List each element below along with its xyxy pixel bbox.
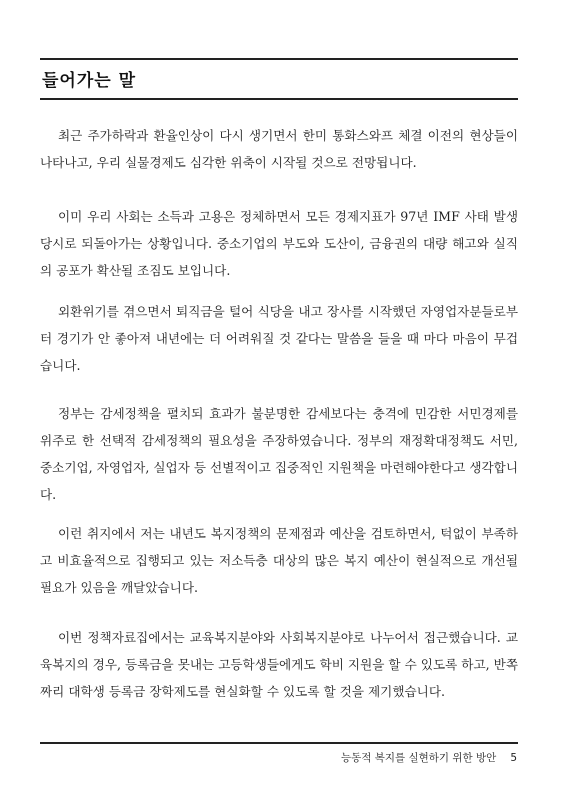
- page-footer: [341, 750, 517, 765]
- footer-running-title: 능동적 복지를 실현하기 위한 방안: [340, 752, 497, 764]
- paragraph-2: 이미 우리 사회는 소득과 고용은 정체하면서 모든 경제지표가 97년 IMF 사태 발생 당시로 되돌아가는 상황입니다. 중소기업의 부도와 도산이, 금융권의 대량 해고와 실직의 공포가 확산될 조짐도 보입니다.: [40, 209, 518, 278]
- paragraph-3: 외환위기를 겪으면서 퇴직금을 털어 식당을 내고 장사를 시작했던 자영업자분들로부터 경기가 안 좋아져 내년에는 더 어려워질 것 같다는 말씀을 들을 때 마다 마음이 무겁습니다.: [40, 304, 518, 373]
- footer-rule: [40, 742, 518, 744]
- paragraph-1: 최근 주가하락과 환율인상이 다시 생기면서 한미 통화스와프 체결 이전의 현상들이 나타나고, 우리 실물경제도 심각한 위축이 시작될 것으로 전망됩니다.: [40, 128, 518, 170]
- paragraph-6: 이번 정책자료집에서는 교육복지분야와 사회복지분야로 나누어서 접근했습니다. 교육복지의 경우, 등록금을 못내는 고등학생들에게도 학비 지원을 할 수 있도록 하고, 반쪽짜리 대학생 등록금 장학제도를 현실화할 수 있도록 할 것을 제기했습니다.: [40, 630, 518, 699]
- title-underline-rule: [40, 98, 518, 100]
- top-rule: [40, 58, 518, 60]
- page-number: 5: [510, 752, 517, 764]
- paragraph-4: 정부는 감세정책을 펼치되 효과가 불분명한 감세보다는 충격에 민감한 서민경제를 위주로 한 선택적 감세정책의 필요성을 주장하였습니다. 정부의 재정확대정책도 서민, 중소기업, 자영업자, 실업자 등 선별적이고 집중적인 지원책을 마련해야한다고 생각합니다.: [40, 406, 518, 502]
- paragraph-5: 이런 취지에서 저는 내년도 복지정책의 문제점과 예산을 검토하면서, 턱없이 부족하고 비효율적으로 집행되고 있는 저소득층 대상의 많은 복지 예산이 현실적으로 개선될 필요가 있음을 깨달았습니다.: [40, 526, 518, 595]
- page-title: 들어가는 말: [42, 71, 137, 91]
